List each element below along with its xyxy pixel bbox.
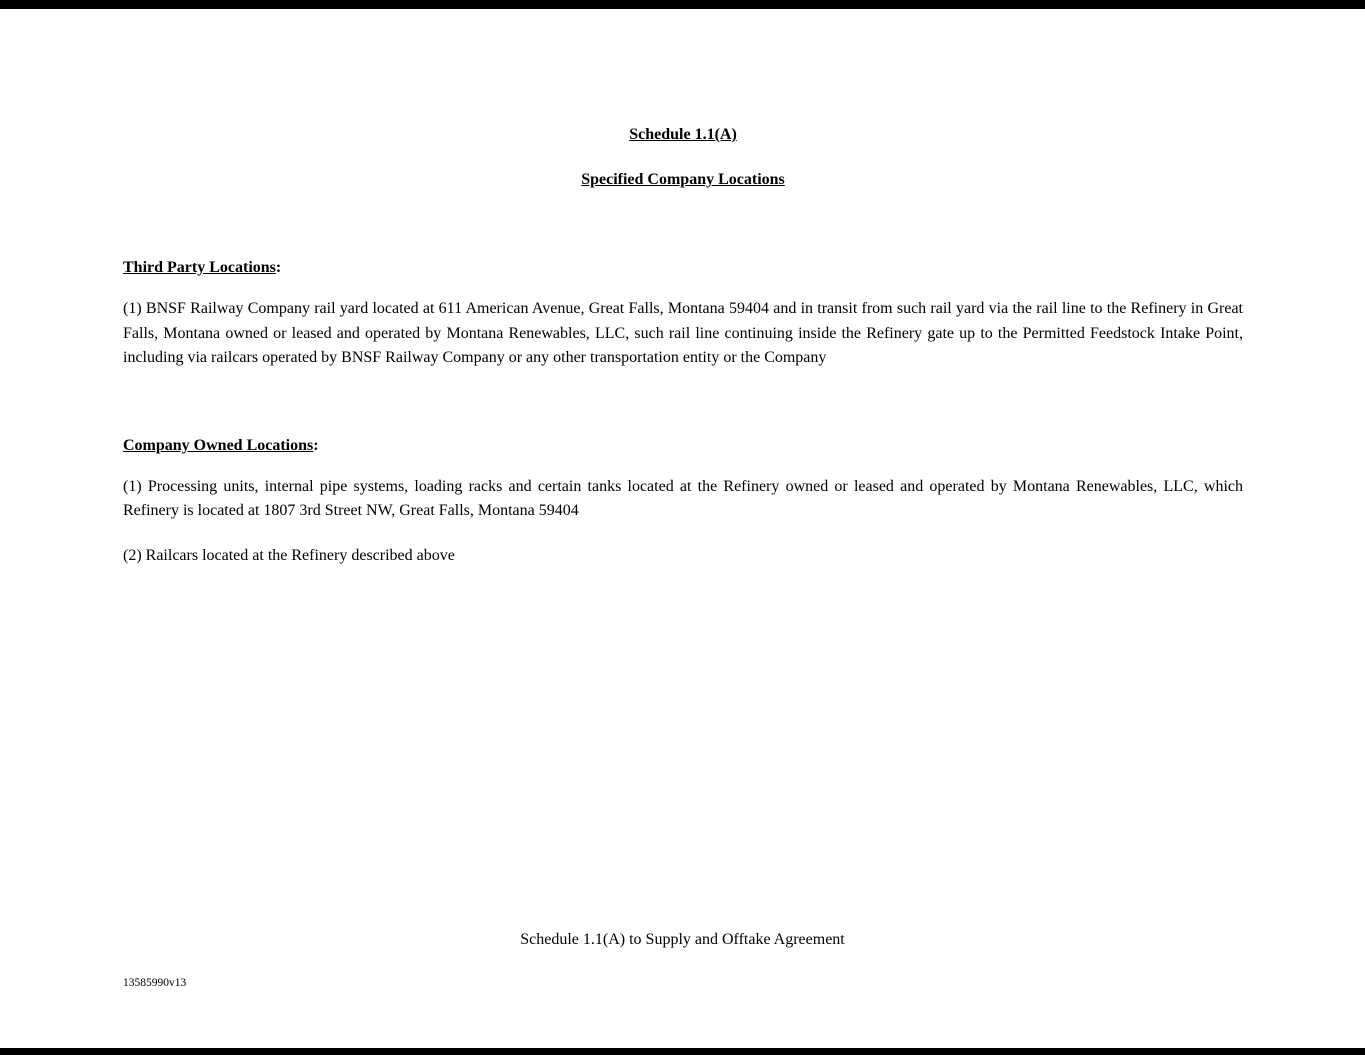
paragraph: (1) BNSF Railway Company rail yard located at 611 American Avenue, Great Falls, Montana 59404 and in transit from such rail yard via the rail line to the Refinery in Great Falls, Montana owned or leased and operated by Montana Renewables, LLC, such rail line continuing inside the Refinery gate up to the Permitted Feedstock Intake Point, including via railcars operated by BNSF Railway Company or any other transportation entity or the Company [123, 300, 1243, 366]
document-subtitle-text: Specified Company Locations [581, 171, 785, 188]
section-heading-suffix: : [313, 436, 319, 454]
footer-text: Schedule 1.1(A) to Supply and Offtake Agreement [520, 931, 845, 948]
section-heading-suffix: : [275, 259, 282, 276]
section-heading [123, 259, 1243, 277]
paragraph: (1) Processing units, internal pipe systems, loading racks and certain tanks located at the Refinery owned or leased and operated by Montana Renewables, LLC, which Refinery is located at 1807 3rd Street NW, Great Falls, Montana 59404 [123, 477, 1243, 519]
document-title-text: Schedule 1.1(A) [629, 126, 737, 143]
section-heading-text: Company Owned Locations [123, 436, 314, 454]
section-company-owned-locations [123, 437, 1243, 569]
section-third-party-locations [123, 259, 1243, 371]
document-subtitle [123, 171, 1243, 189]
paragraph: (2) Railcars located at the Refinery described above [123, 546, 455, 564]
document-content [123, 0, 1243, 568]
scan-edge-bottom [0, 1048, 1365, 1055]
section-heading [123, 437, 1243, 455]
document-title [123, 126, 1243, 144]
section-heading-text: Third Party Locations [123, 259, 276, 276]
document-id: 13585990v13 [123, 977, 187, 989]
